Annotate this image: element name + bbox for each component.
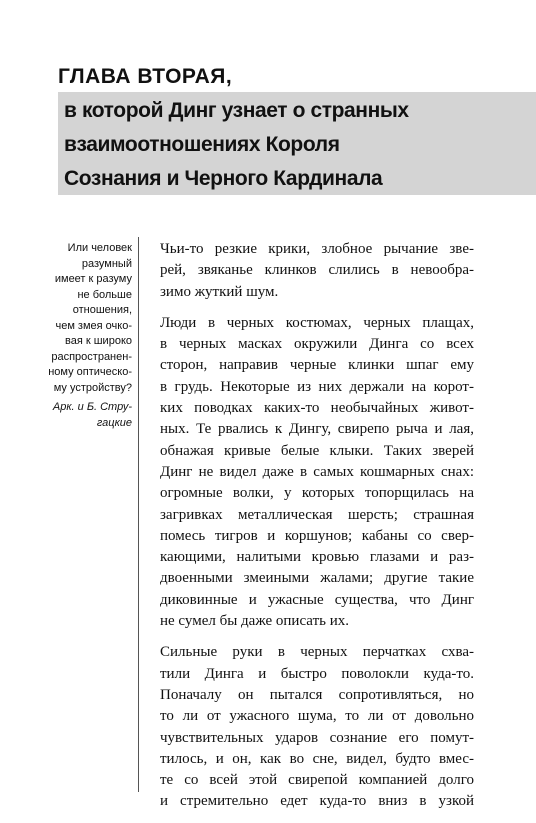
text-line: двоенными змеиными жалами; другие такие bbox=[160, 570, 474, 587]
epigraph-line: Или человек bbox=[67, 242, 132, 254]
chapter-header bbox=[0, 62, 536, 195]
chapter-title-line: взаимоотношениях Короля bbox=[64, 133, 340, 156]
text-line: загривках металлическая шерсть; страшная bbox=[160, 506, 474, 523]
paragraph bbox=[160, 313, 474, 632]
text-line: диковинные и ужасные существа, что Динг bbox=[160, 591, 474, 608]
chapter-title-line: в которой Динг узнает о странных bbox=[64, 99, 409, 122]
chapter-title-line: Сознания и Черного Кардинала bbox=[64, 167, 383, 190]
epigraph-line: не больше bbox=[77, 288, 132, 301]
paragraph bbox=[160, 239, 474, 303]
text-line: и стремительно едет куда-то вниз в узкой bbox=[160, 793, 474, 810]
text-line: зимо жуткий шум. bbox=[160, 283, 279, 300]
text-line: Люди в черных костюмах, черных плащах, bbox=[160, 314, 474, 331]
text-line: обнажая кривые белые клыки. Таких зверей bbox=[160, 442, 474, 459]
epigraph-attribution bbox=[40, 400, 132, 431]
body-text bbox=[160, 239, 474, 823]
epigraph-attribution-line: гацкие bbox=[96, 416, 132, 429]
text-line: Чьи-то резкие крики, злобное рычание звe- bbox=[160, 241, 474, 257]
text-line: не сумел бы даже описать их. bbox=[160, 613, 349, 630]
text-line: чувствительных ударов сознание его помут- bbox=[160, 729, 474, 746]
chapter-title bbox=[64, 94, 409, 196]
text-line: ких поводках каких-то необычайных живот- bbox=[160, 400, 474, 417]
epigraph-line: ному оптическо- bbox=[48, 366, 132, 378]
epigraph-line: му устройству? bbox=[53, 381, 132, 394]
epigraph-line: вая к широко bbox=[65, 335, 132, 347]
chapter-label: ГЛАВА ВТОРАЯ, bbox=[58, 65, 233, 88]
text-line: в черных масках окружили Динга со всех bbox=[160, 336, 474, 353]
text-line: то ли от ужасного шума, то ли от довольно bbox=[160, 708, 474, 725]
epigraph-attribution-line: Арк. и Б. Стру- bbox=[52, 401, 132, 413]
epigraph-line: распространен- bbox=[51, 350, 132, 363]
text-line: в грудь. Некоторые из них держали на корот- bbox=[160, 378, 474, 395]
text-line: огромные волки, у которых топорщилась на bbox=[160, 485, 474, 502]
epigraph bbox=[40, 241, 132, 431]
chapter-title-band bbox=[58, 92, 536, 195]
text-line: тилось, и он, как во сне, видел, будто вмес- bbox=[160, 750, 474, 767]
epigraph-line: разумный bbox=[81, 257, 132, 270]
text-line: помесь тигров и коршунов; кабаны со свер- bbox=[160, 527, 474, 544]
text-line: рей, звяканье клинков слились в невообра- bbox=[160, 262, 474, 279]
text-line: те со всей этой свирепой компанией долго bbox=[160, 772, 474, 789]
paragraph bbox=[160, 642, 474, 812]
text-line: Динг не видел даже в самых кошмарных снах: bbox=[160, 463, 474, 480]
text-line: тили Динга и быстро поволокли куда-то. bbox=[160, 665, 474, 682]
column-divider bbox=[138, 237, 139, 792]
text-line: Сильные руки в черных перчатках схва- bbox=[160, 644, 474, 661]
text-line: ных. Те рвались к Дингу, свирепо рыча и лая, bbox=[160, 421, 474, 438]
epigraph-line: отношения, bbox=[72, 304, 132, 316]
text-line: Поначалу он пытался сопротивляться, но bbox=[160, 686, 474, 703]
epigraph-line: чем змея очко- bbox=[55, 319, 132, 332]
text-line: кающими, налитыми кровью глазами и раз- bbox=[160, 549, 474, 566]
text-line: сторон, направив черные клинки шпаг ему bbox=[160, 357, 474, 374]
epigraph-line: имеет к разуму bbox=[54, 273, 132, 285]
